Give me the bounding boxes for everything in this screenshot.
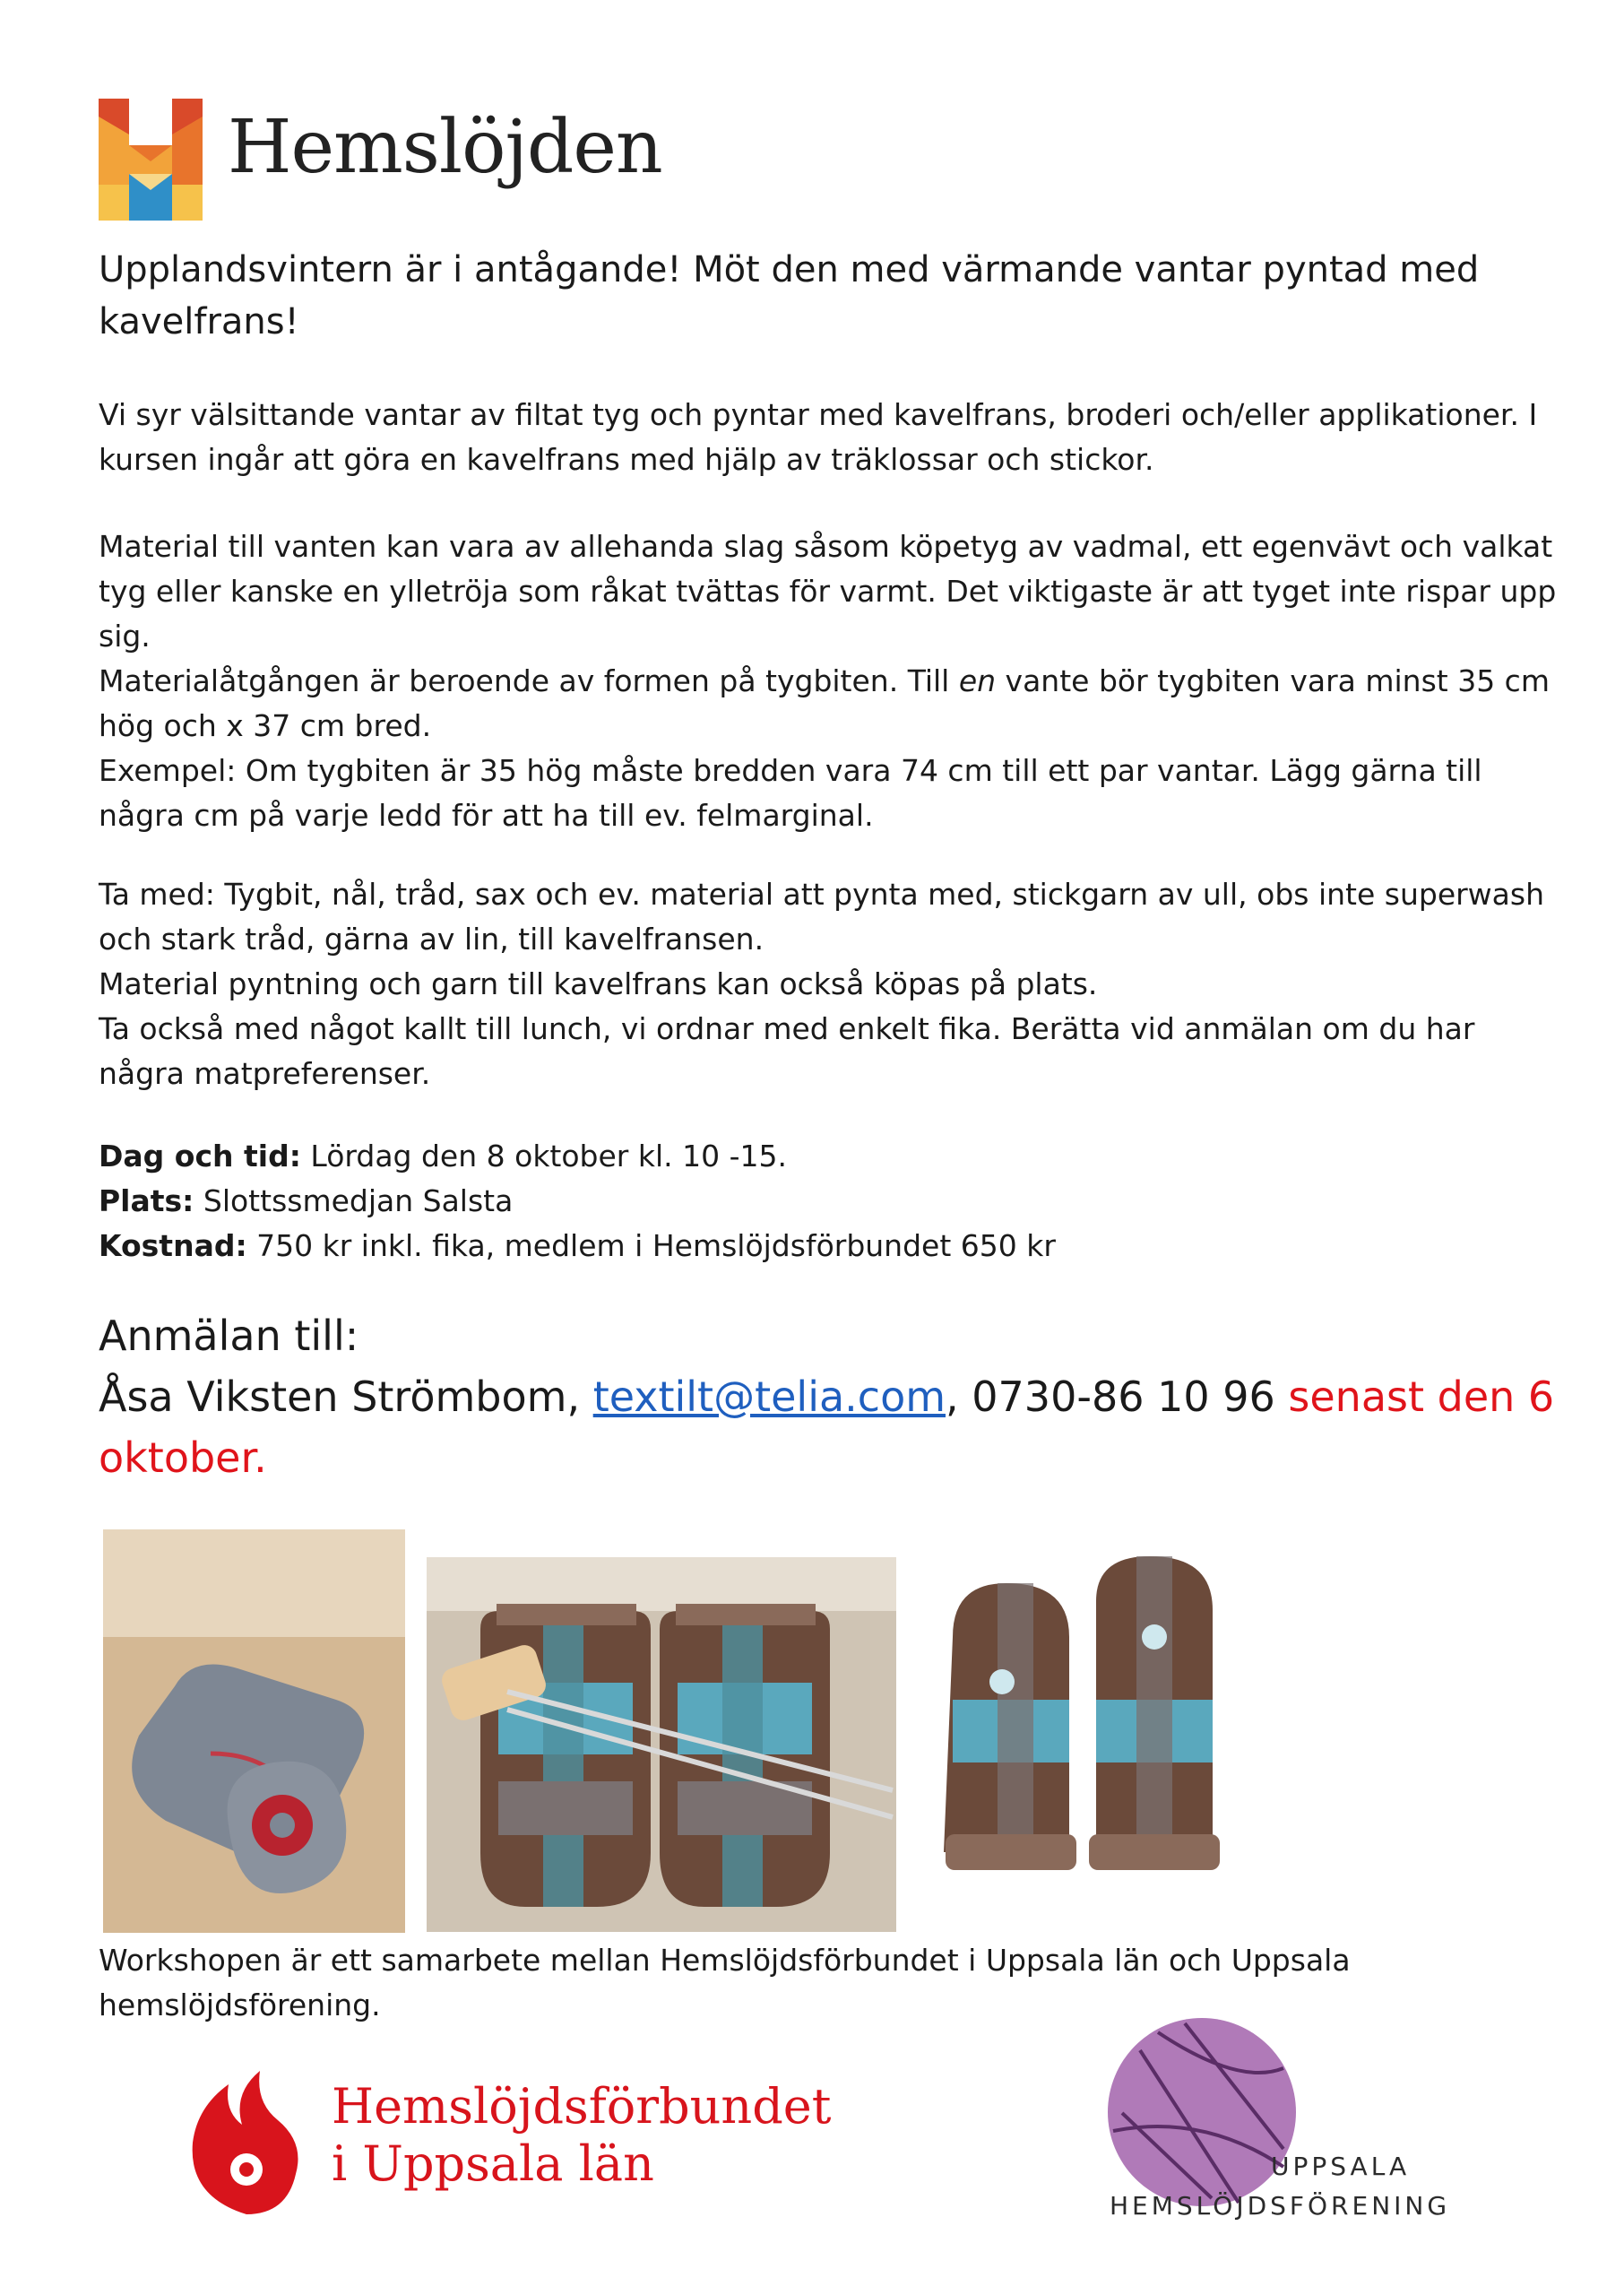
description-text: Vi syr välsittande vantar av filtat tyg och pyntar med kavelfrans, broderi och/eller applikationer. I kursen ingår att göra en kavelfrans med hjälp av träklossar och stickor. <box>99 397 1538 477</box>
intro-heading: Upplandsvintern är i antågande! Möt den med värmande vantar pyntad med kavelfrans! <box>99 249 1480 342</box>
lunch-text: Ta också med något kallt till lunch, vi ordnar med enkelt fika. Berätta vid anmälan om du har några matpreferenser. <box>99 1011 1475 1091</box>
purchase-text: Material pyntning och garn till kavelfrans kan också köpas på plats. <box>99 966 1098 1001</box>
hfu-logo-text <box>332 2078 831 2193</box>
hfu-line1: Hemslöjdsförbundet <box>332 2078 832 2135</box>
cost-row: Kostnad: 750 kr inkl. fika, medlem i Hemslöjdsförbundet 650 kr <box>99 1228 1056 1263</box>
bring-list-text: Ta med: Tygbit, nål, tråd, sax och ev. material att pynta med, stickgarn av ull, obs inte superwash och stark tråd, gärna av lin, till kavelfransen. <box>99 877 1545 957</box>
signup-contact: Åsa Viksten Strömbom, textilt@telia.com, 0730-86 10 96 senast den 6 oktober. <box>99 1373 1555 1482</box>
hfu-line2: i Uppsala län <box>332 2135 654 2192</box>
brand-name: Hemslöjden <box>228 105 662 190</box>
deadline-text: senast den 6 oktober. <box>99 1373 1555 1482</box>
grey-mitten-photo <box>103 1529 405 1933</box>
material-amount-text: Materialåtgången är beroende av formen på tygbiten. Till en vante bör tygbiten vara minst 35 cm hög och x 37 cm bred. <box>99 663 1550 743</box>
material-example-text: Exempel: Om tygbiten är 35 hög måste bredden vara 74 cm till ett par vantar. Lägg gärna till några cm på varje ledd för att ha till ev. felmarginal. <box>99 753 1482 833</box>
event-facts <box>99 1134 1443 1269</box>
uhf-line2: HEMSLÖJDSFÖRENING <box>1110 2191 1451 2221</box>
collaboration-text: Workshopen är ett samarbete mellan Hemslöjdsförbundet i Uppsala län och Uppsala hemslöjdsförening. <box>99 1943 1351 2022</box>
hemslojden-h-logo-icon <box>99 99 203 221</box>
material-text: Material till vanten kan vara av allehanda slag såsom köpetyg av vadmal, ett egenvävt och valkat tyg eller kanske en ylletröja som råkat tvättas för varmt. Det viktigaste är att tyget inte rispar upp sig. <box>99 529 1557 654</box>
flame-icon <box>179 2066 314 2219</box>
signup-section <box>99 1305 1568 1488</box>
checked-mittens-with-flowers-photo <box>917 1529 1246 1933</box>
date-row: Dag och tid: Lördag den 8 oktober kl. 10 -15. <box>99 1139 787 1173</box>
checked-mittens-with-knitting-needles-photo <box>427 1557 896 1932</box>
signup-heading: Anmälan till: <box>99 1312 359 1360</box>
place-row: Plats: Slottssmedjan Salsta <box>99 1183 514 1218</box>
bring-paragraph <box>99 872 1568 1096</box>
email-link[interactable]: textilt@telia.com <box>592 1373 946 1421</box>
description-paragraph <box>99 393 1568 482</box>
material-paragraph <box>99 524 1568 838</box>
uhf-line1: UPPSALA <box>1271 2152 1411 2181</box>
